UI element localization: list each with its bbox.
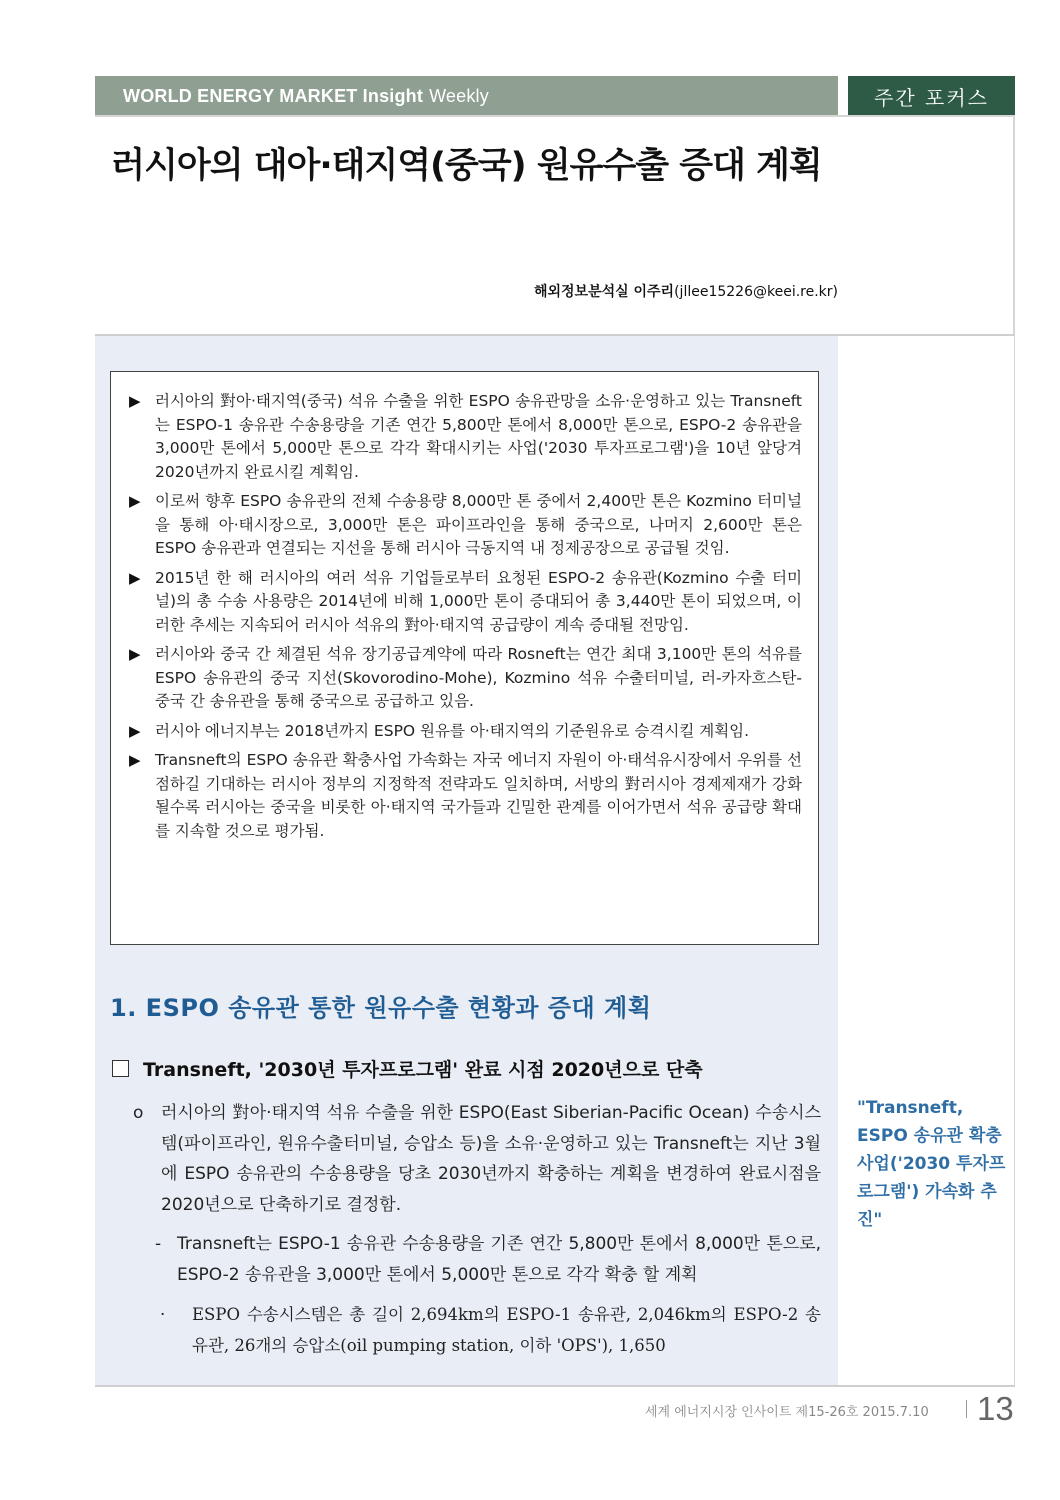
triangle-bullet-icon: ▶ (129, 645, 141, 663)
footer-separator (966, 1400, 967, 1418)
author-name: 해외정보분석실 이주리 (533, 284, 675, 300)
summary-item (129, 720, 802, 744)
body-paragraph-text: 러시아의 對아·태지역 석유 수출을 위한 ESPO(East Siberian-Pacific Ocean) 수송시스템(파이프라인, 원유수출터미널, 승압소 등)을 소유·운영하고 있는 Transneft는 지난 3월에 ESPO 송유관의 수송용량을 당초 2030년까지 확충하는 계획을 변경하여 완료시점을 2020년으로 단축하기로 결정함. (161, 1103, 821, 1215)
square-bullet-icon (112, 1060, 129, 1077)
page-number: 13 (977, 1390, 1014, 1427)
body-subparagraph-text: Transneft는 ESPO-1 송유관 수송용량을 기존 연간 5,800만 톤에서 8,000만 톤으로, ESPO-2 송유관을 3,000만 톤에서 5,000만 톤으로 각각 확충 할 계획 (177, 1234, 821, 1285)
header-brand-bar (95, 76, 838, 116)
summary-item (129, 749, 802, 843)
summary-item (129, 490, 802, 561)
summary-text: 러시아와 중국 간 체결된 석유 장기공급계약에 따라 Rosneft는 연간 최대 3,100만 톤의 석유를 ESPO 송유관의 중국 지선(Skovorodino-Mohe), Kozmino 석유 수출터미널, 러-카자흐스탄-중국 간 송유관을 통해 중국으로 공급하고 있음. (155, 645, 802, 710)
footer-divider (95, 1385, 1015, 1387)
circle-bullet-icon: o (133, 1103, 144, 1123)
summary-text: 러시아 에너지부는 2018년까지 ESPO 원유를 아·태지역의 기준원유로 승격시킬 계획임. (155, 721, 750, 740)
dot-bullet-icon: · (160, 1305, 166, 1324)
header-divider (95, 115, 1015, 117)
author-email: (jllee15226@keei.re.kr) (674, 284, 838, 300)
summary-text: 이로써 향후 ESPO 송유관의 전체 수송용량 8,000만 톤 중에서 2,400만 톤은 Kozmino 터미널을 통해 아·태시장으로, 3,000만 톤은 파이프라인을 통해 중국으로, 나머지 2,600만 톤은 ESPO 송유관과 연결되는 지선을 통해 러시아 극동지역 내 정제공장으로 공급될 것임. (155, 492, 802, 557)
page-title: 러시아의 대아·태지역(중국) 원유수출 증대 계획 (111, 146, 822, 186)
dash-bullet-icon: - (155, 1234, 162, 1254)
body-paragraph (133, 1098, 821, 1220)
triangle-bullet-icon: ▶ (129, 751, 141, 769)
header-brand: WORLD ENERGY MARKET Insight (123, 85, 424, 106)
body-detail-paragraph (160, 1300, 821, 1361)
footer-publication: 세계 에너지시장 인사이트 제15-26호 2015.7.10 (645, 1405, 929, 1420)
summary-item (129, 390, 802, 484)
triangle-bullet-icon: ▶ (129, 492, 141, 510)
section-heading: 1. ESPO 송유관 통한 원유수출 현황과 증대 계획 (110, 994, 652, 1022)
body-subparagraph (155, 1229, 821, 1290)
summary-box (110, 371, 819, 945)
header-brand-suffix: Weekly (429, 85, 489, 106)
triangle-bullet-icon: ▶ (129, 721, 141, 740)
triangle-bullet-icon: ▶ (129, 392, 141, 410)
summary-item (129, 567, 802, 638)
subsection-heading (112, 1055, 703, 1082)
summary-item (129, 643, 802, 714)
summary-text: 2015년 한 해 러시아의 여러 석유 기업들로부터 요청된 ESPO-2 송유관(Kozmino 수출 터미널)의 총 수송 사용량은 2014년에 비해 1,000만 톤이 증대되어 총 3,440만 톤이 되었으며, 이러한 추세는 지속되어 러시아 석유의 對아·태지역 공급량이 계속 증대될 전망임. (155, 568, 802, 634)
triangle-bullet-icon: ▶ (129, 568, 141, 587)
sidebar-pull-quote: "Transneft, ESPO 송유관 확충사업('2030 투자프로그램') 가속화 추진" (857, 1098, 1006, 1230)
author-line (534, 281, 838, 301)
subsection-heading-text: Transneft, '2030년 투자프로그램' 완료 시점 2020년으로 단축 (143, 1059, 703, 1081)
focus-tab: 주간 포커스 (848, 76, 1015, 116)
body-detail-text: ESPO 수송시스템은 총 길이 2,694km의 ESPO-1 송유관, 2,046km의 ESPO-2 송유관, 26개의 승압소(oil pumping station, 이하 'OPS'), 1,650 (192, 1305, 821, 1355)
summary-text: Transneft의 ESPO 송유관 확충사업 가속화는 자국 에너지 자원이 아·태석유시장에서 우위를 선점하길 기대하는 러시아 정부의 지정학적 전략과도 일치하며, 서방의 對러시아 경제제재가 강화될수록 러시아는 중국을 비롯한 아·태지역 국가들과 긴밀한 관계를 이어가면서 석유 공급량 확대를 지속할 것으로 평가됨. (155, 751, 802, 840)
summary-text: 러시아의 對아·태지역(중국) 석유 수출을 위한 ESPO 송유관망을 소유·운영하고 있는 Transneft는 ESPO-1 송유관 수송용량을 기존 연간 5,800만 톤에서 8,000만 톤으로, ESPO-2 송유관을 3,000만 톤에서 5,000만 톤으로 각각 확대시키는 사업('2030 투자프로그램')을 10년 앞당겨 2020년까지 완료시킬 계획임. (155, 392, 802, 481)
